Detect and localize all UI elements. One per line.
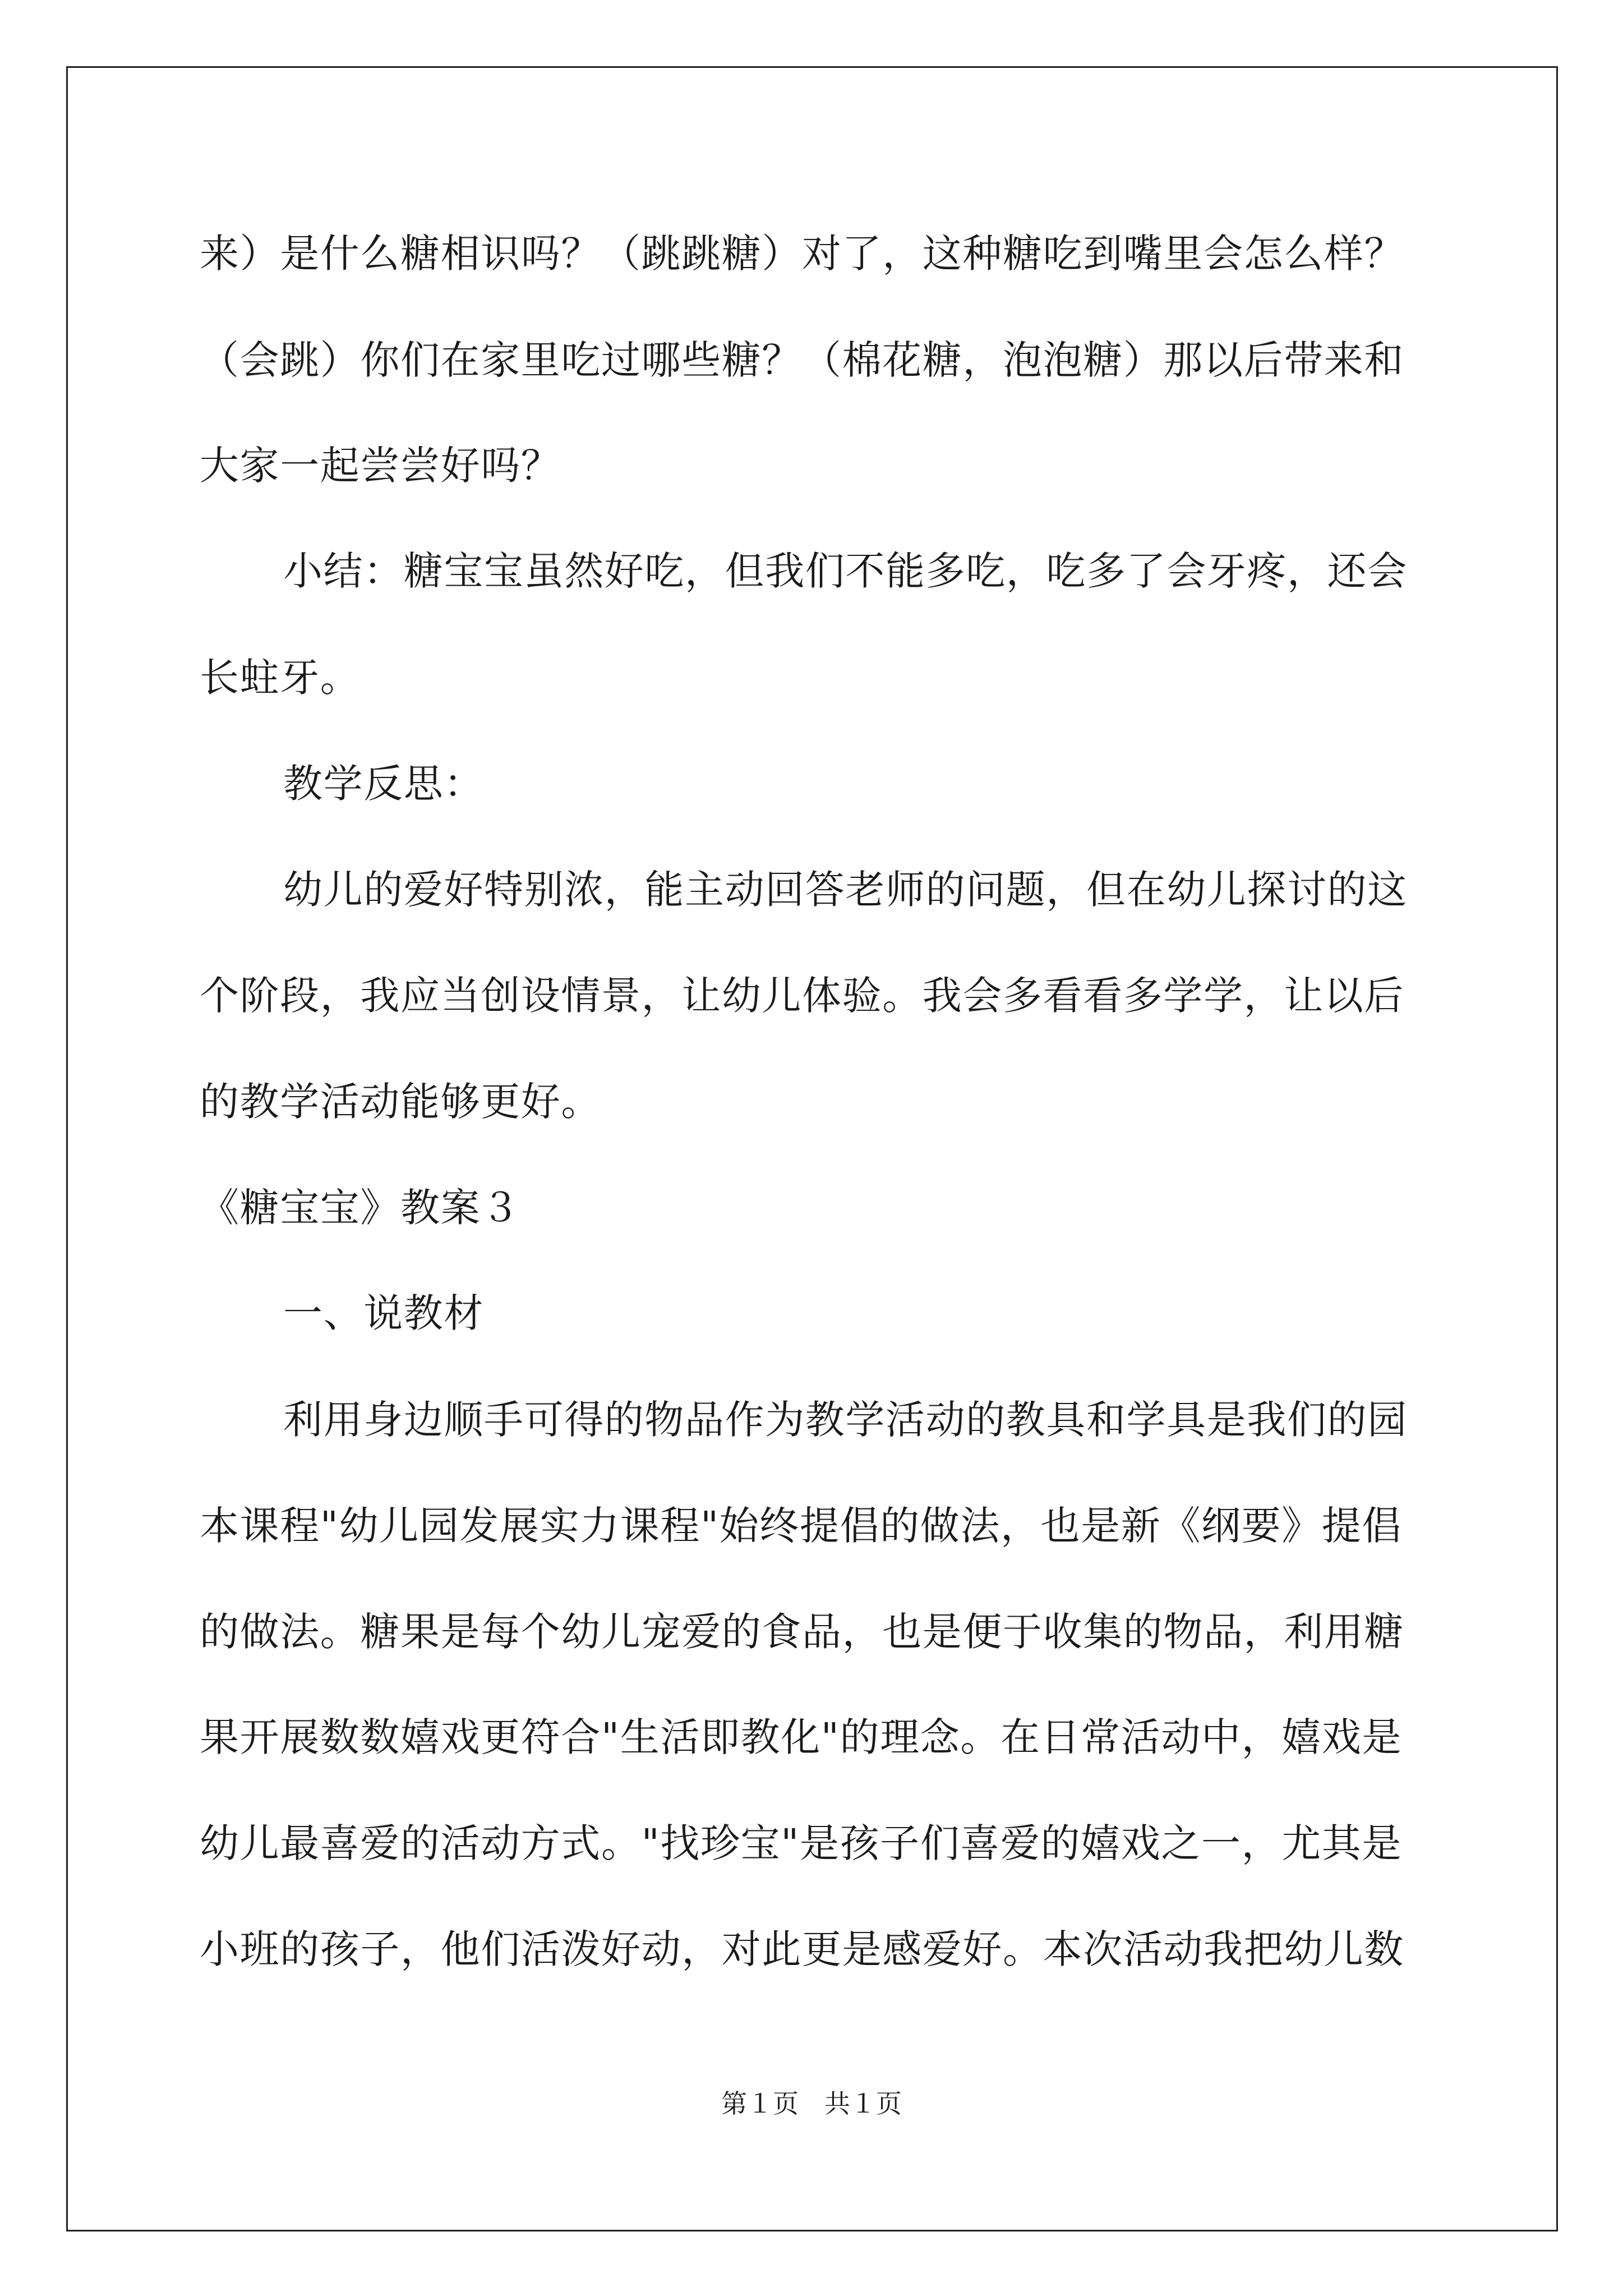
- page-number-footer: 第１页 共１页: [721, 2088, 902, 2119]
- body-line-4: 果开展数数嬉戏更符合"生活即教化"的理念。在日常活动中，嬉戏是: [200, 1714, 1402, 1760]
- body-line-1: 利用身边顺手可得的物品作为教学活动的教具和学具是我们的园: [283, 1397, 1408, 1443]
- body-line-6: 小班的孩子，他们活泼好动，对此更是感爱好。本次活动我把幼儿数: [200, 1926, 1404, 1972]
- section-title: 《糖宝宝》教案３: [200, 1185, 521, 1231]
- reflection-heading: 教学反思：: [283, 761, 484, 807]
- reflection-line-2: 个阶段，我应当创设情景，让幼儿体验。我会多看看多学学，让以后: [200, 973, 1404, 1019]
- text-line-2: （会跳）你们在家里吃过哪些糖？（棉花糖，泡泡糖）那以后带来和: [200, 337, 1404, 383]
- text-line-1: 来）是什么糖相识吗？（跳跳糖）对了，这种糖吃到嘴里会怎么样？: [200, 231, 1404, 277]
- reflection-line-3: 的教学活动能够更好。: [200, 1079, 601, 1125]
- subsection-heading: 一、说教材: [283, 1290, 484, 1336]
- body-line-3: 的做法。糖果是每个幼儿宠爱的食品，也是便于收集的物品，利用糖: [200, 1609, 1404, 1655]
- summary-paragraph-line-1: 小结：糖宝宝虽然好吃，但我们不能多吃，吃多了会牙疼，还会: [283, 548, 1408, 594]
- page-border: [66, 66, 1558, 2231]
- text-line-3: 大家一起尝尝好吗？: [200, 443, 561, 489]
- summary-paragraph-line-2: 长蛀牙。: [200, 655, 361, 701]
- reflection-line-1: 幼儿的爱好特别浓，能主动回答老师的问题，但在幼儿探讨的这: [283, 867, 1408, 913]
- body-line-2: 本课程"幼儿园发展实力课程"始终提倡的做法，也是新《纲要》提倡: [200, 1503, 1402, 1549]
- body-line-5: 幼儿最喜爱的活动方式。"找珍宝"是孩子们喜爱的嬉戏之一，尤其是: [200, 1820, 1402, 1866]
